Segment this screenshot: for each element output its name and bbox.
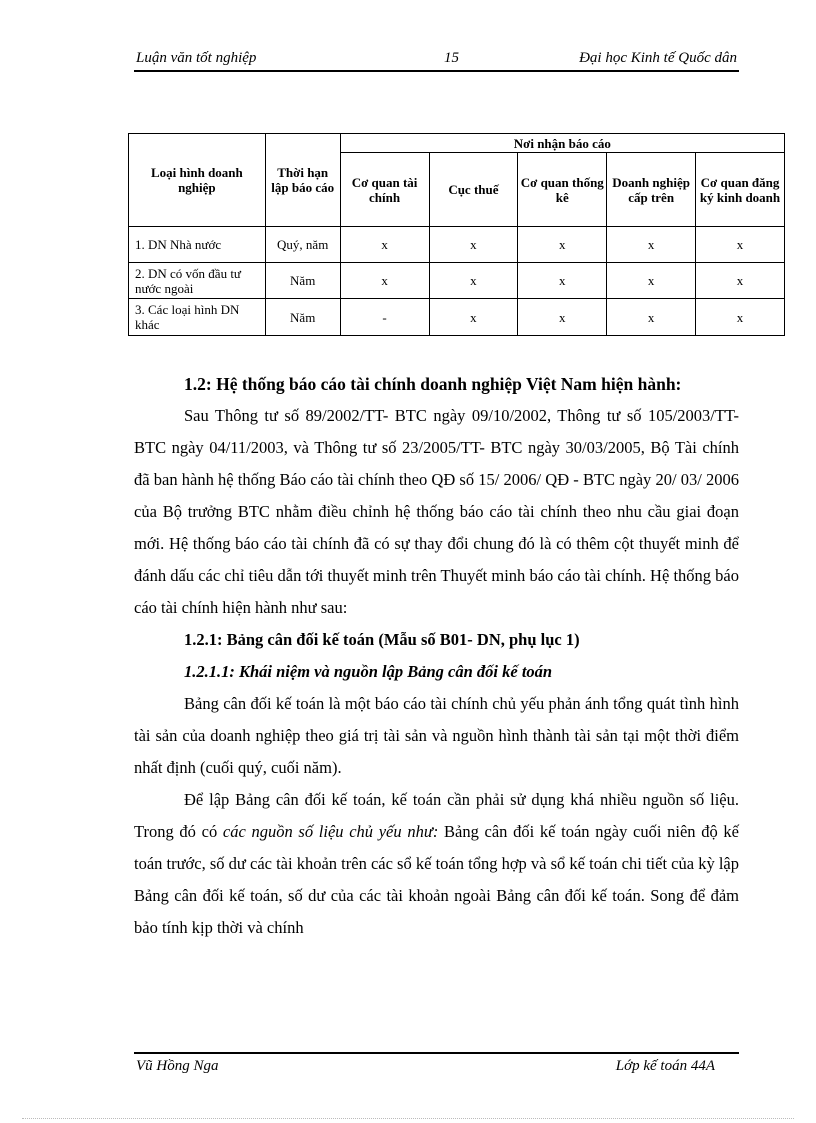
row-period: Năm: [265, 299, 340, 336]
row-mark: x: [696, 299, 785, 336]
col-header-type: Loại hình doanh nghiệp: [129, 134, 266, 227]
col-header-recipient: Cơ quan tài chính: [340, 153, 429, 227]
paragraph-sources: [134, 784, 739, 944]
row-mark: x: [518, 227, 607, 263]
table-row: [129, 263, 785, 299]
paragraph-sources-rest: Bảng cân đối kế toán ngày cuối niên độ kế toán trước, số dư các tài khoản trên các sổ kế toán tổng hợp và sổ kế toán chi tiết của kỳ lập Bảng cân đối kế toán, số dư của các tài khoản ngoài Bảng cân đối kế toán. Song để đảm bảo tính kịp thời và chính: [134, 822, 739, 937]
row-period: Năm: [265, 263, 340, 299]
page-header: [134, 48, 739, 72]
paragraph-sources-emphasis: các nguồn số liệu chủ yếu như:: [222, 822, 439, 841]
row-mark: x: [518, 299, 607, 336]
paragraph-intro: Sau Thông tư số 89/2002/TT- BTC ngày 09/10/2002, Thông tư số 105/2003/TT- BTC ngày 04/11/2003, và Thông tư số 23/2005/TT- BTC ngày 30/03/2005, Bộ Tài chính đã ban hành hệ thống Báo cáo tài chính theo QĐ số 15/ 2006/ QĐ - BTC ngày 20/ 03/ 2006 của Bộ trưởng BTC nhằm điều chỉnh hệ thống báo cáo tài chính theo nhu cầu giai đoạn mới. Hệ thống báo cáo tài chính đã có sự thay đổi chung đó là có thêm cột thuyết minh để đánh dấu các chỉ tiêu dẫn tới thuyết minh trên Thuyết minh báo cáo tài chính. Hệ thống báo cáo tài chính hiện hành như sau:: [134, 406, 739, 617]
row-period: Quý, năm: [265, 227, 340, 263]
row-type: 2. DN có vốn đầu tư nước ngoài: [129, 263, 266, 299]
subsection-heading: 1.2.1: Bảng cân đối kế toán (Mẫu số B01- DN, phụ lục 1): [184, 630, 580, 649]
footer-author: Vũ Hồng Nga: [136, 1058, 219, 1074]
row-mark: x: [607, 227, 696, 263]
sub-subsection-heading: 1.2.1.1: Khái niệm và nguồn lập Bảng cân đối kế toán: [184, 662, 553, 681]
row-mark: x: [607, 299, 696, 336]
footer-class: Lớp kế toán 44A: [615, 1058, 715, 1074]
section-heading: 1.2: Hệ thống báo cáo tài chính doanh nghiệp Việt Nam hiện hành:: [184, 374, 682, 394]
page-number: 15: [444, 50, 459, 66]
row-mark: x: [429, 263, 518, 299]
header-thesis-label: Luận văn tốt nghiệp: [136, 50, 257, 66]
table-row: [129, 299, 785, 336]
document-body: [134, 368, 739, 944]
row-mark: x: [518, 263, 607, 299]
col-header-period: Thời hạn lập báo cáo: [265, 134, 340, 227]
row-mark: x: [696, 227, 785, 263]
row-type: 3. Các loại hình DN khác: [129, 299, 266, 336]
col-header-recipient: Cơ quan đăng ký kinh doanh: [696, 153, 785, 227]
header-university: Đại học Kinh tế Quốc dân: [579, 50, 737, 66]
page-footer: [134, 1052, 739, 1074]
col-header-recipient: Cơ quan thống kê: [518, 153, 607, 227]
row-mark: x: [696, 263, 785, 299]
report-recipients-table: [128, 133, 785, 336]
row-mark: -: [340, 299, 429, 336]
paragraph-sources-lead: Để lập Bảng cân đối kế toán, kế toán cần phải sử dụng khá nhiều nguồn số liệu. Trong đó có: [134, 790, 739, 841]
paragraph-definition: Bảng cân đối kế toán là một báo cáo tài chính chủ yếu phản ánh tổng quát tình hình tài sản của doanh nghiệp theo giá trị tài sản và nguồn hình thành tài sản tại một thời điểm nhất định (cuối quý, cuối năm).: [134, 694, 739, 777]
row-mark: x: [429, 227, 518, 263]
row-mark: x: [607, 263, 696, 299]
page-edge-divider: [22, 1118, 794, 1119]
row-mark: x: [340, 227, 429, 263]
col-header-recipient: Cục thuế: [429, 153, 518, 227]
row-type: 1. DN Nhà nước: [129, 227, 266, 263]
row-mark: x: [340, 263, 429, 299]
row-mark: x: [429, 299, 518, 336]
table-row: [129, 227, 785, 263]
group-header-recipients: Nơi nhận báo cáo: [340, 134, 784, 153]
col-header-recipient: Doanh nghiệp cấp trên: [607, 153, 696, 227]
